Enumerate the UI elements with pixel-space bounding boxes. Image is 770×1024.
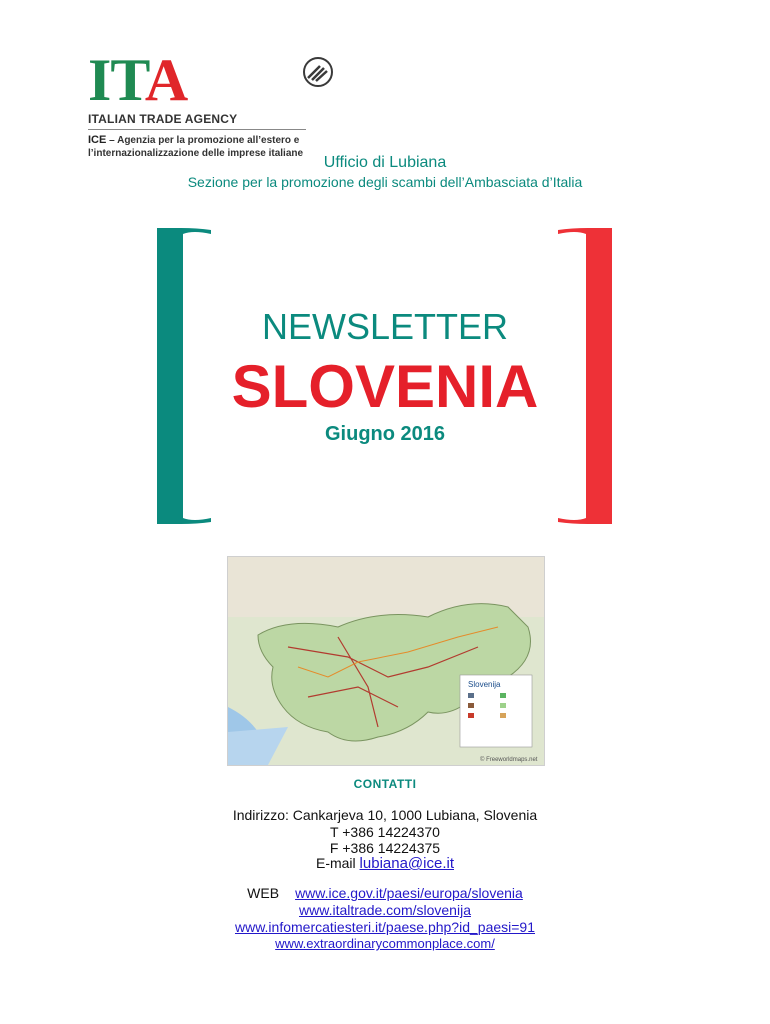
logo-divider	[88, 129, 306, 130]
ice-abbr: ICE	[88, 134, 107, 146]
map-legend-title: Slovenija	[468, 680, 501, 689]
newsletter-country: SLOVENIA	[231, 353, 539, 420]
newsletter-date: Giugno 2016	[324, 423, 446, 445]
contact-phone: T +386 14224370	[330, 824, 440, 840]
ita-swirl-icon	[284, 56, 334, 90]
contact-fax: F +386 14224375	[329, 840, 441, 856]
contact-email-row	[0, 855, 770, 872]
ice-line1: – Agenzia per la promozione all’estero e	[106, 135, 300, 146]
slovenia-map	[227, 556, 545, 766]
web-link-ice[interactable]: www.ice.gov.it/paesi/europa/slovenia	[295, 885, 523, 901]
ita-logo-mark	[88, 47, 188, 113]
newsletter-label: NEWSLETTER	[261, 306, 509, 347]
web-link-infomercati[interactable]: www.infomercatiesteri.it/paese.php?id_paesi=91	[234, 919, 535, 935]
contact-address: Indirizzo: Cankarjeva 10, 1000 Lubiana, Slovenia	[232, 807, 538, 823]
ita-logo	[88, 47, 348, 159]
office-title: Ufficio di Lubiana	[323, 154, 447, 171]
agency-name: ITALIAN TRADE AGENCY	[88, 112, 238, 126]
web-row	[0, 885, 770, 901]
web-label: WEB	[247, 885, 280, 901]
logo-mark-a: A	[144, 47, 188, 113]
web-link-extraordinary[interactable]: www.extraordinarycommonplace.com/	[275, 936, 495, 951]
email-link[interactable]: lubiana@ice.it	[359, 855, 454, 872]
office-subtitle: Sezione per la promozione degli scambi dell’Ambasciata d’Italia	[187, 174, 583, 190]
email-label: E-mail	[315, 855, 360, 871]
contacts-heading: CONTATTI	[353, 777, 417, 791]
ice-line2: l’internazionalizzazione delle imprese italiane	[88, 148, 304, 159]
logo-mark-it: IT	[88, 47, 145, 113]
web-link-italtrade[interactable]: www.italtrade.com/slovenija	[299, 902, 471, 918]
map-credit: © Freeworldmaps.net	[480, 757, 538, 763]
